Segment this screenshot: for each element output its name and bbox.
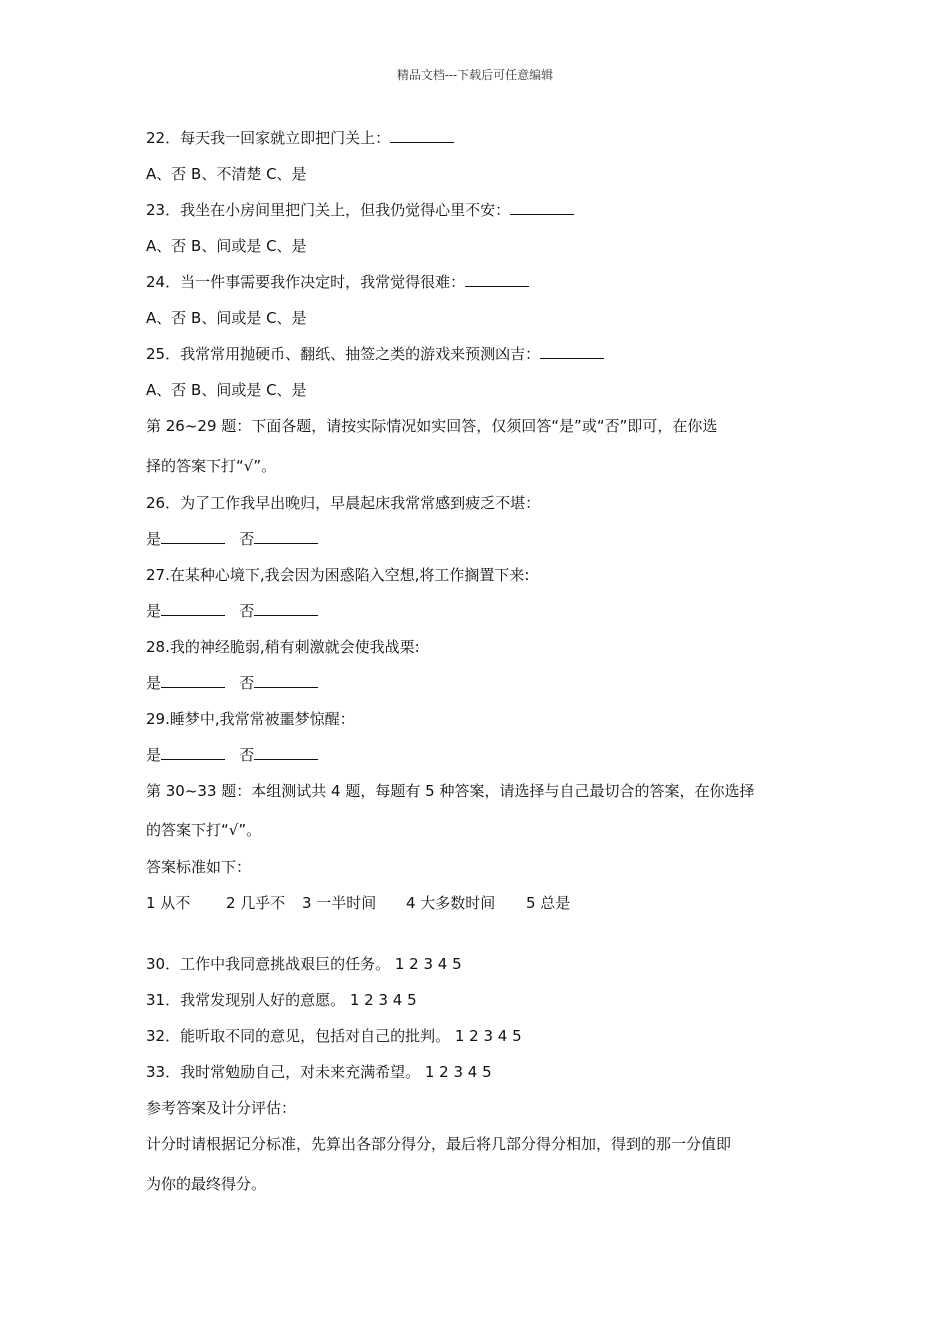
question-22 [146, 128, 454, 148]
yes-label: 是 [146, 602, 162, 620]
yes-no-answer [146, 745, 318, 765]
answer-blank[interactable] [540, 344, 604, 359]
answer-scale [146, 893, 570, 913]
yes-no-answer [146, 529, 318, 549]
question-23 [146, 200, 574, 220]
reference-title: 参考答案及计分评估： [146, 1099, 297, 1117]
scale-option-5: 5 总是 [526, 894, 571, 912]
yes-label: 是 [146, 746, 162, 764]
question-24 [146, 272, 529, 292]
question-33: 33．我时常勉励自己，对未来充满希望。 1 2 3 4 5 [146, 1063, 492, 1081]
yes-no-answer [146, 601, 318, 621]
section-30-33-instructions: 第 30~33 题：本组测试共 4 题，每题有 5 种答案，请选择与自己最切合的答案，在你选择 [146, 782, 755, 800]
no-label: 否 [239, 530, 255, 548]
question-26: 26．为了工作我早出晚归，早晨起床我常常感到疲乏不堪： [146, 494, 541, 512]
no-blank[interactable] [254, 673, 318, 688]
answer-blank[interactable] [510, 200, 574, 215]
answer-standard-title: 答案标准如下： [146, 858, 252, 876]
no-label: 否 [239, 602, 255, 620]
no-label: 否 [239, 746, 255, 764]
question-31: 31．我常发现别人好的意愿。 1 2 3 4 5 [146, 991, 417, 1009]
section-26-29-instructions: 第 26~29 题：下面各题，请按实际情况如实回答，仅须回答“是”或“否”即可，在你选 [146, 417, 718, 435]
question-30: 30．工作中我同意挑战艰巨的任务。 1 2 3 4 5 [146, 955, 462, 973]
scale-option-4: 4 大多数时间 [406, 894, 496, 912]
answer-blank[interactable] [465, 272, 529, 287]
no-blank[interactable] [254, 529, 318, 544]
no-blank[interactable] [254, 601, 318, 616]
yes-blank[interactable] [161, 673, 225, 688]
question-25-text: 25．我常常用抛硬币、翻纸、抽签之类的游戏来预测凶吉： [146, 345, 541, 363]
no-blank[interactable] [254, 745, 318, 760]
answer-blank[interactable] [390, 128, 454, 143]
question-24-text: 24．当一件事需要我作决定时，我常觉得很难： [146, 273, 466, 291]
section-30-33-instructions-cont: 的答案下打“√”。 [146, 821, 262, 839]
question-27: 27.在某种心境下,我会因为困惑陷入空想,将工作搁置下来: [146, 566, 530, 584]
scale-option-1: 1 从不 [146, 894, 191, 912]
yes-label: 是 [146, 530, 162, 548]
yes-blank[interactable] [161, 745, 225, 760]
yes-label: 是 [146, 674, 162, 692]
question-25-options: A、否 B、间或是 C、是 [146, 381, 307, 399]
question-23-text: 23．我坐在小房间里把门关上，但我仍觉得心里不安： [146, 201, 511, 219]
scale-option-2: 2 几乎不 [226, 894, 286, 912]
scale-option-3: 3 一半时间 [302, 894, 377, 912]
question-23-options: A、否 B、间或是 C、是 [146, 237, 307, 255]
yes-blank[interactable] [161, 601, 225, 616]
scoring-instructions-cont: 为你的最终得分。 [146, 1175, 267, 1193]
question-22-options: A、否 B、不清楚 C、是 [146, 165, 307, 183]
question-22-text: 22．每天我一回家就立即把门关上： [146, 129, 391, 147]
scoring-instructions: 计分时请根据记分标准，先算出各部分得分，最后将几部分得分相加，得到的那一分值即 [146, 1135, 732, 1153]
question-28: 28.我的神经脆弱,稍有刺激就会使我战栗: [146, 638, 420, 656]
question-25 [146, 344, 604, 364]
question-24-options: A、否 B、间或是 C、是 [146, 309, 307, 327]
yes-no-answer [146, 673, 318, 693]
section-26-29-instructions-cont: 择的答案下打“√”。 [146, 457, 277, 475]
yes-blank[interactable] [161, 529, 225, 544]
question-32: 32．能听取不同的意见，包括对自己的批判。 1 2 3 4 5 [146, 1027, 522, 1045]
question-29: 29.睡梦中,我常常被噩梦惊醒： [146, 710, 355, 728]
no-label: 否 [239, 674, 255, 692]
page-header: 精品文档---下载后可任意编辑 [396, 68, 554, 82]
